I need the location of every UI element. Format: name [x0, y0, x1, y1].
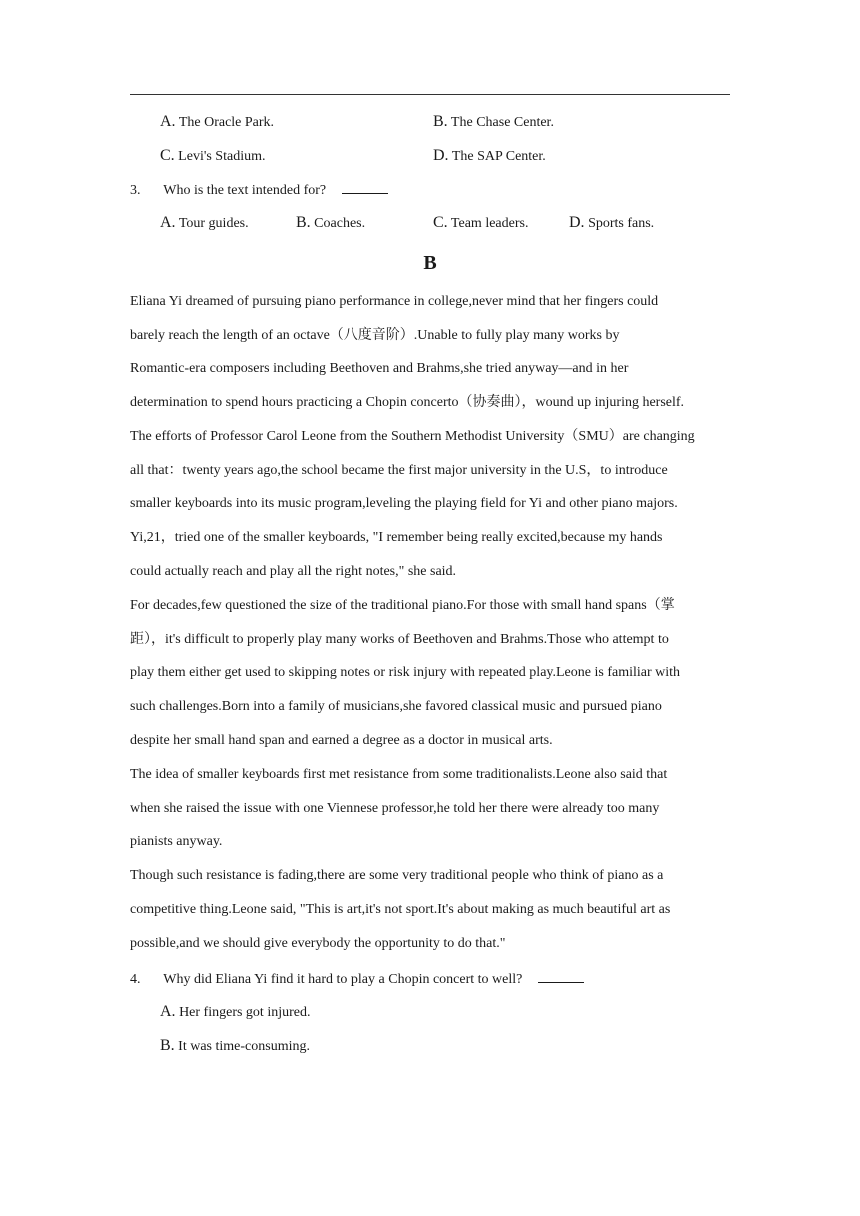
passage-line: smaller keyboards into its music program,leveling the playing field for Yi and other piano majors.: [130, 496, 678, 511]
question-3: [130, 179, 388, 201]
option-letter: B.: [433, 113, 448, 130]
option-text: It was time-consuming.: [178, 1039, 310, 1054]
option-text: Team leaders.: [450, 216, 529, 231]
option-text: The Oracle Park.: [178, 115, 275, 130]
passage-line: The idea of smaller keyboards first met resistance from some traditionalists.Leone also said that: [130, 767, 668, 782]
q2-option-a: [160, 112, 274, 133]
option-text: Sports fans.: [588, 216, 655, 231]
q2-option-d: [433, 146, 546, 167]
passage-line: The efforts of Professor Carol Leone from the Southern Methodist University（SMU）are changing: [130, 429, 695, 444]
option-text: The Chase Center.: [450, 115, 554, 130]
q2-option-c: [160, 146, 265, 167]
option-text: The SAP Center.: [451, 149, 546, 164]
passage-line: despite her small hand span and earned a degree as a doctor in musical arts.: [130, 733, 553, 748]
option-letter: D.: [433, 147, 449, 164]
answer-blank[interactable]: [342, 179, 388, 194]
header-rule: [130, 94, 730, 95]
passage-line: could actually reach and play all the right notes," she said.: [130, 564, 457, 579]
option-letter: C.: [160, 147, 175, 164]
question-number: 4.: [130, 972, 141, 987]
question-4: [130, 968, 584, 990]
question-text: Why did Eliana Yi find it hard to play a Chopin concert to well?: [163, 972, 523, 987]
passage-line: when she raised the issue with one Viennese professor,he told her there were already too many: [130, 801, 660, 816]
option-text: Levi's Stadium.: [178, 149, 266, 164]
passage-line: Romantic-era composers including Beethoven and Brahms,she tried anyway—and in her: [130, 361, 629, 376]
q3-option-a: [160, 213, 249, 234]
passage-line: pianists anyway.: [130, 834, 223, 849]
passage-line: determination to spend hours practicing a Chopin concerto（协奏曲），wound up injuring herself.: [130, 395, 685, 410]
passage-line: all that：twenty years ago,the school became the first major university in the U.S，to introduce: [130, 463, 668, 478]
passage-line: barely reach the length of an octave（八度音阶）.Unable to fully play many works by: [130, 328, 620, 343]
passage-line: 距），it's difficult to properly play many works of Beethoven and Brahms.Those who attempt to: [130, 632, 669, 647]
passage-line: play them either get used to skipping notes or risk injury with repeated play.Leone is familiar with: [130, 665, 681, 680]
passage-line: Though such resistance is fading,there are some very traditional people who think of piano as a: [130, 868, 664, 883]
option-letter: C.: [433, 214, 448, 231]
option-text: Coaches.: [314, 216, 366, 231]
passage-line: such challenges.Born into a family of musicians,she favored classical music and pursued piano: [130, 699, 662, 714]
passage-line: competitive thing.Leone said, "This is art,it's not sport.It's about making as much beautiful art as: [130, 902, 671, 917]
q3-option-c: [433, 213, 528, 234]
option-letter: D.: [569, 214, 585, 231]
option-text: Her fingers got injured.: [179, 1005, 311, 1020]
question-text: Who is the text intended for?: [163, 183, 327, 198]
passage-line: possible,and we should give everybody the opportunity to do that.": [130, 936, 506, 951]
q2-option-b: [433, 112, 554, 133]
option-letter: B.: [296, 214, 311, 231]
q4-option-a: [160, 1002, 310, 1023]
q3-option-d: [569, 213, 654, 234]
option-letter: B.: [160, 1037, 175, 1054]
passage-line: Yi,21，tried one of the smaller keyboards, "I remember being really excited,because my hands: [130, 530, 663, 545]
option-letter: A.: [160, 214, 176, 231]
section-title: B: [423, 252, 437, 274]
option-letter: A.: [160, 1003, 176, 1020]
passage-line: Eliana Yi dreamed of pursuing piano performance in college,never mind that her fingers could: [130, 294, 659, 309]
q3-option-b: [296, 213, 365, 234]
option-text: Tour guides.: [178, 216, 249, 231]
q4-option-b: [160, 1036, 310, 1057]
question-number: 3.: [130, 183, 141, 198]
option-letter: A.: [160, 113, 176, 130]
passage-line: For decades,few questioned the size of the traditional piano.For those with small hand spans（掌: [130, 598, 675, 613]
answer-blank[interactable]: [538, 968, 584, 983]
